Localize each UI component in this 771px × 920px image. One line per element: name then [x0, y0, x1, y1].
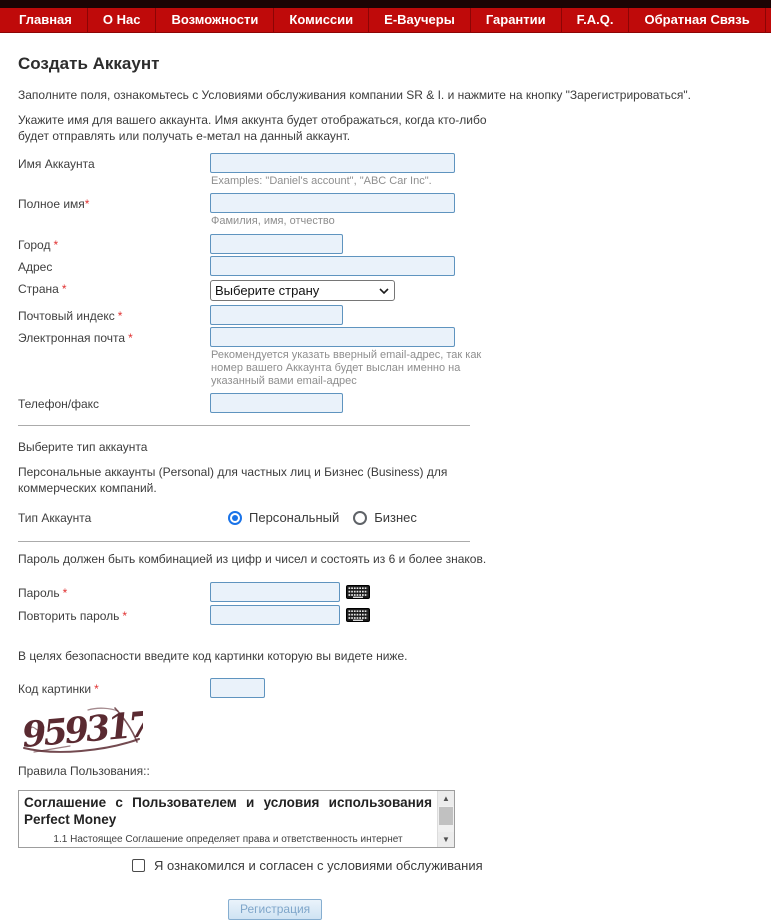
account-name-row — [18, 153, 751, 191]
terms-heading: Соглашение с Пользователем и условия использования Perfect Money — [24, 795, 432, 828]
account-name-label-text: Имя Аккаунта — [18, 157, 95, 172]
terms-text — [19, 791, 437, 847]
captcha-code-input[interactable] — [210, 678, 265, 698]
main-nav — [0, 8, 771, 33]
nav-item-about[interactable]: О Нас — [88, 8, 157, 32]
account-type-label-text: Тип Аккаунта — [18, 510, 92, 525]
scrollbar-track[interactable] — [438, 806, 454, 832]
password-confirm-input[interactable] — [210, 605, 340, 625]
password-confirm-label — [18, 605, 210, 623]
postal-code-input[interactable] — [210, 305, 343, 325]
phone-row — [18, 393, 751, 413]
rules-label: Правила Пользования:: — [18, 764, 150, 779]
account-name-input[interactable] — [210, 153, 455, 173]
postal-code-label-text: Почтовый индекс — [18, 308, 115, 323]
required-asterisk: * — [122, 609, 128, 624]
address-label-text: Адрес — [18, 259, 53, 274]
password-confirm-row — [18, 605, 751, 625]
required-asterisk: * — [61, 281, 67, 296]
full-name-row — [18, 193, 751, 231]
register-button[interactable]: Регистрация — [228, 899, 322, 920]
agree-label[interactable]: Я ознакомился и согласен с условиями обслуживания — [154, 858, 483, 874]
agree-checkbox[interactable] — [132, 859, 145, 872]
country-select[interactable] — [210, 280, 395, 301]
captcha-code-row — [18, 678, 751, 698]
city-row — [18, 234, 751, 254]
virtual-keyboard-icon[interactable] — [346, 585, 370, 599]
radio-selected-dot — [232, 515, 238, 521]
required-asterisk: * — [62, 586, 68, 601]
page-title: Создать Аккаунт — [18, 54, 160, 73]
captcha-code-text: 959317 — [20, 704, 143, 757]
nav-item-evouchers[interactable]: Е-Ваучеры — [369, 8, 471, 32]
email-hint: Рекомендуется указать вверный email-адрес, так как номер вашего Аккаунта будет выслан именно на указанный вами email-адрес — [211, 348, 482, 387]
account-type-row — [18, 510, 751, 525]
phone-label-text: Телефон/факс — [18, 397, 100, 412]
address-label — [18, 256, 210, 274]
password-input[interactable] — [210, 582, 340, 602]
required-asterisk: * — [117, 308, 123, 323]
full-name-label — [18, 193, 210, 211]
intro-text: Заполните поля, ознакомьтесь с Условиями обслуживания компании SR & I. и нажмите на кнопку "Зарегистрироваться". — [18, 88, 691, 102]
terms-body-line: 1.1 Настоящее Соглашение определяет права и ответственность интернет — [53, 834, 403, 846]
address-row — [18, 256, 751, 276]
nav-item-feedback[interactable]: Обратная Связь — [629, 8, 765, 32]
password-note: Пароль должен быть комбинацией из цифр и чисел и состоять из 6 и более знаков. — [18, 552, 487, 567]
terms-scrollbar[interactable] — [437, 791, 454, 847]
email-row — [18, 327, 751, 392]
agree-row — [132, 858, 751, 873]
account-name-hint: Examples: "Daniel's account", "ABC Car Inc". — [211, 175, 432, 188]
password-label — [18, 582, 210, 600]
account-type-note: Персональные аккаунты (Personal) для частных лиц и Бизнес (Business) для коммерческих компаний. — [18, 465, 448, 495]
account-type-heading: Выберите тип аккаунта — [18, 440, 148, 455]
radio-business-label[interactable]: Бизнес — [374, 510, 417, 526]
required-asterisk: * — [84, 197, 90, 212]
country-label — [18, 278, 210, 296]
country-row — [18, 278, 751, 303]
radio-personal-label[interactable]: Персональный — [249, 510, 340, 526]
main-content — [0, 54, 771, 920]
radio-personal[interactable] — [228, 511, 242, 525]
postal-code-row — [18, 305, 751, 325]
city-label — [18, 234, 210, 252]
captcha-image — [18, 702, 751, 756]
full-name-hint: Фамилия, имя, отчество — [211, 215, 335, 228]
account-name-label — [18, 153, 210, 171]
password-confirm-label-text: Повторить пароль — [18, 609, 120, 624]
required-asterisk: * — [94, 682, 99, 697]
radio-business[interactable] — [353, 511, 367, 525]
city-input[interactable] — [210, 234, 343, 254]
phone-label — [18, 393, 210, 411]
nav-item-faq[interactable]: F.A.Q. — [562, 8, 630, 32]
section-divider — [18, 425, 470, 426]
virtual-keyboard-icon[interactable] — [346, 608, 370, 622]
top-strip — [0, 0, 771, 8]
email-label-text: Электронная почта — [18, 330, 126, 345]
nav-item-features[interactable]: Возможности — [156, 8, 274, 32]
country-label-text: Страна — [18, 281, 59, 296]
captcha-note: В целях безопасности введите код картинки которую вы видете ниже. — [18, 649, 408, 664]
phone-input[interactable] — [210, 393, 343, 413]
nav-item-fees[interactable]: Комиссии — [274, 8, 369, 32]
nav-item-home[interactable]: Главная — [4, 8, 88, 32]
password-row — [18, 582, 751, 602]
full-name-label-text: Полное имя — [18, 197, 85, 212]
city-label-text: Город — [18, 237, 51, 252]
address-input[interactable] — [210, 256, 455, 276]
terms-box[interactable] — [18, 790, 455, 848]
nav-item-guarantees[interactable]: Гарантии — [471, 8, 562, 32]
required-asterisk: * — [128, 330, 133, 345]
full-name-input[interactable] — [210, 193, 455, 213]
account-name-note: Укажите имя для вашего аккаунта. Имя аккунта будет отображаться, когда кто-либо будет отправлять или получать е-метал на данный аккаунт. — [18, 113, 487, 143]
captcha-code-label — [18, 678, 210, 696]
email-label — [18, 327, 210, 345]
account-type-label — [18, 511, 210, 525]
scroll-up-button[interactable]: ▲ — [438, 791, 454, 806]
registration-form — [18, 153, 751, 920]
required-asterisk: * — [53, 237, 59, 252]
postal-code-label — [18, 305, 210, 323]
captcha-code-label-text: Код картинки — [18, 682, 92, 697]
scrollbar-thumb[interactable] — [439, 807, 453, 825]
scroll-down-button[interactable]: ▼ — [438, 832, 454, 847]
password-label-text: Пароль — [18, 586, 60, 601]
section-divider — [18, 541, 470, 542]
email-input[interactable] — [210, 327, 455, 347]
